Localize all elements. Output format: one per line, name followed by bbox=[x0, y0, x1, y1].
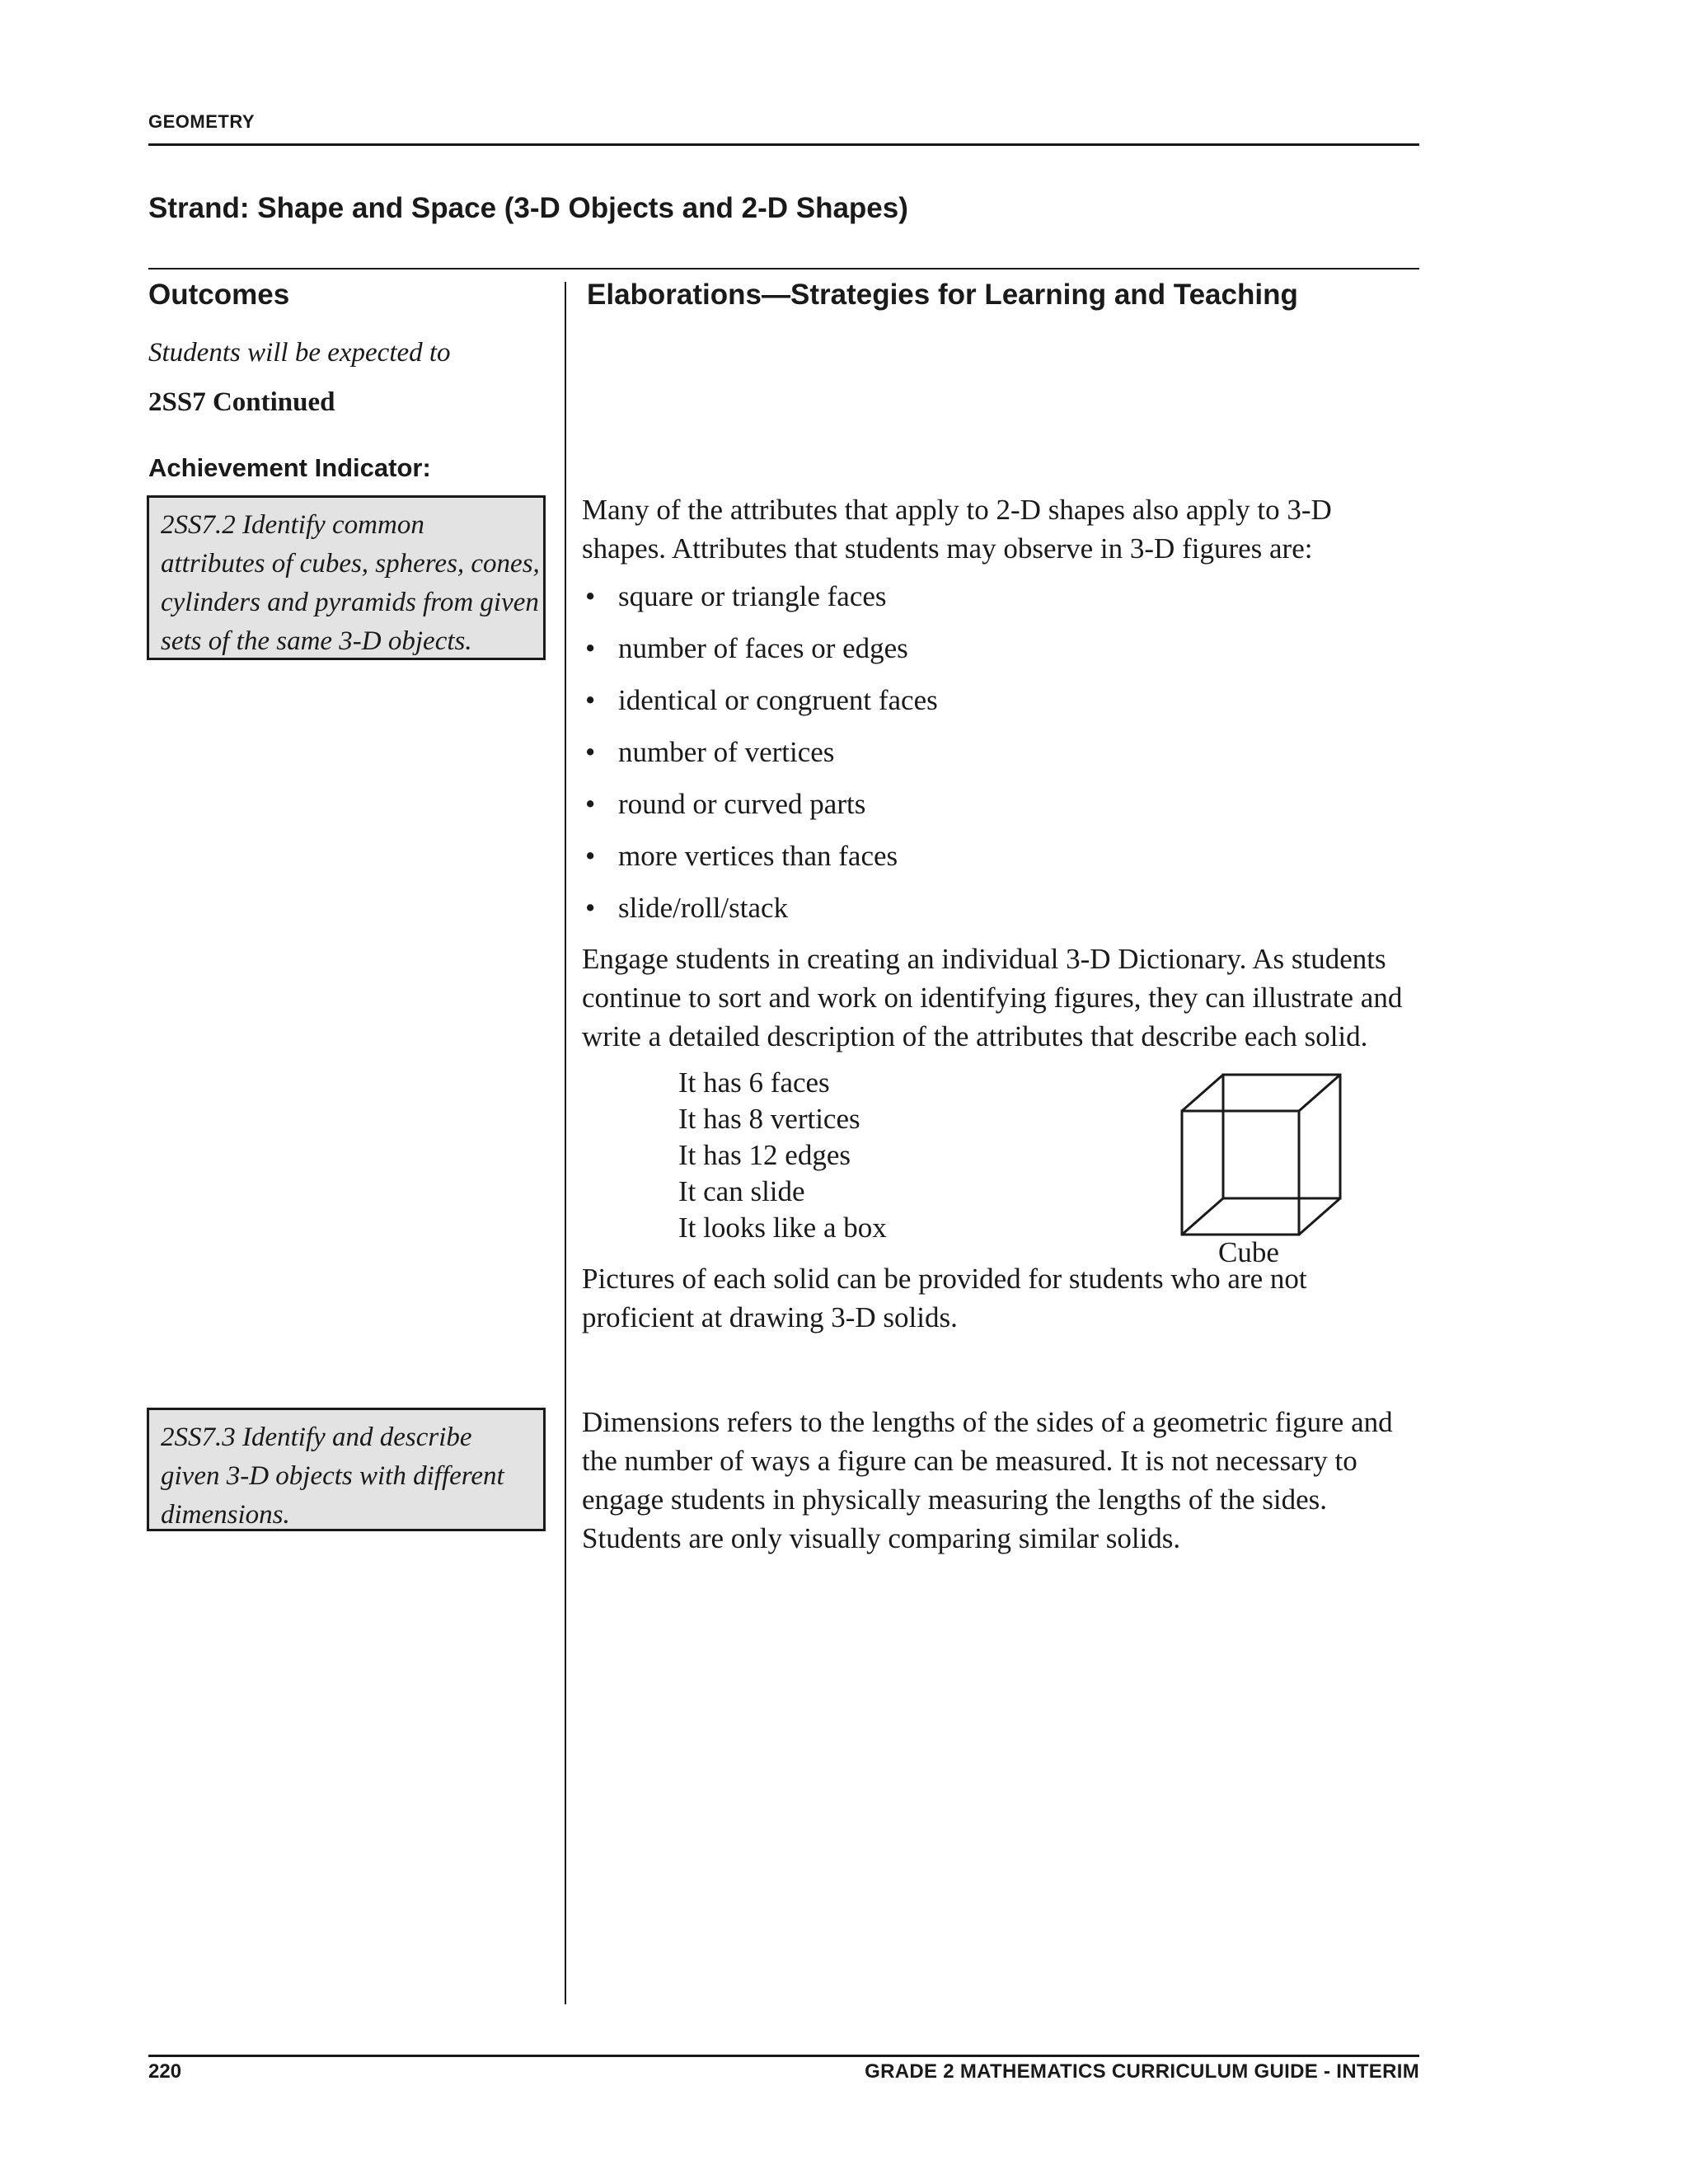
strand-title: Strand: Shape and Space (3-D Objects and 2-D Shapes) bbox=[148, 192, 908, 224]
section-label: GEOMETRY bbox=[148, 111, 256, 132]
footer-title: GRADE 2 MATHEMATICS CURRICULUM GUIDE - INTERIM bbox=[865, 2060, 1419, 2083]
list-item bbox=[582, 681, 938, 733]
bullet-text: slide/roll/stack bbox=[618, 892, 789, 924]
attribute-bullet-list bbox=[582, 577, 938, 940]
bullet-text: more vertices than faces bbox=[618, 840, 898, 872]
footer-rule bbox=[148, 2055, 1419, 2057]
indicator-line: 2SS7.2 Identify common bbox=[161, 510, 424, 540]
indicator-line: 2SS7.3 Identify and describe bbox=[161, 1422, 472, 1452]
column-divider bbox=[565, 282, 566, 2004]
dictionary-paragraph: Engage students in creating an individual 3-D Dictionary. As students continue to sort and work on identifying figures, they can illustrate and write a detailed description of the attributes that describe each solid. bbox=[582, 943, 1403, 1052]
cube-fact: It has 12 edges bbox=[678, 1139, 851, 1171]
bullet-icon: • bbox=[585, 736, 596, 768]
bullet-text: number of faces or edges bbox=[618, 632, 908, 664]
indicator-line: cylinders and pyramids from given bbox=[161, 588, 539, 617]
bullet-text: round or curved parts bbox=[618, 788, 866, 820]
page-number: 220 bbox=[148, 2060, 182, 2083]
bullet-icon: • bbox=[585, 580, 596, 612]
indicator-box-2ss7-3 bbox=[147, 1408, 546, 1531]
achievement-indicator-heading: Achievement Indicator: bbox=[148, 453, 431, 482]
outcomes-intro: Students will be expected to bbox=[148, 338, 451, 368]
cube-fact: It has 6 faces bbox=[678, 1066, 830, 1099]
indicator-line: sets of the same 3-D objects. bbox=[161, 626, 472, 656]
elaborations-heading: Elaborations—Strategies for Learning and Teaching bbox=[587, 279, 1298, 311]
bullet-text: number of vertices bbox=[618, 736, 835, 768]
indicator-line: attributes of cubes, spheres, cones, bbox=[161, 549, 540, 579]
cube-caption: Cube bbox=[1218, 1236, 1279, 1268]
cube-fact: It can slide bbox=[678, 1175, 805, 1207]
list-item bbox=[582, 577, 938, 629]
header-rule bbox=[148, 143, 1419, 146]
list-item bbox=[582, 733, 938, 785]
bullet-icon: • bbox=[585, 632, 596, 664]
bullet-icon: • bbox=[585, 788, 596, 820]
indicator-line: dimensions. bbox=[161, 1500, 290, 1530]
bullet-icon: • bbox=[585, 892, 596, 924]
indicator-box-2ss7-2 bbox=[147, 495, 546, 660]
list-item bbox=[582, 785, 938, 837]
bullet-text: identical or congruent faces bbox=[618, 684, 938, 716]
bullet-icon: • bbox=[585, 684, 596, 716]
bullet-icon: • bbox=[585, 840, 596, 872]
list-item bbox=[582, 629, 938, 681]
attributes-paragraph: Many of the attributes that apply to 2-D shapes also apply to 3-D shapes. Attributes that students may observe in 3-D figures are: bbox=[582, 494, 1332, 565]
outcome-code: 2SS7 Continued bbox=[148, 387, 335, 417]
cube-fact: It looks like a box bbox=[678, 1212, 887, 1244]
bullet-text: square or triangle faces bbox=[618, 580, 887, 612]
dimensions-paragraph: Dimensions refers to the lengths of the sides of a geometric figure and the number of ways a figure can be measured. It is not necessary to engage students in physically measuring the lengths of the sides. Students are only visually comparing similar solids. bbox=[582, 1406, 1393, 1554]
list-item bbox=[582, 837, 938, 888]
pictures-paragraph: Pictures of each solid can be provided for students who are not proficient at drawing 3-D solids. bbox=[582, 1263, 1307, 1333]
cube-wireframe-icon bbox=[1179, 1071, 1343, 1244]
list-item bbox=[582, 888, 938, 940]
indicator-line: given 3-D objects with different bbox=[161, 1461, 504, 1491]
cube-facts-list bbox=[678, 1065, 887, 1246]
outcomes-heading: Outcomes bbox=[148, 279, 290, 311]
cube-fact: It has 8 vertices bbox=[678, 1103, 860, 1135]
column-heading-rule bbox=[148, 268, 1419, 269]
